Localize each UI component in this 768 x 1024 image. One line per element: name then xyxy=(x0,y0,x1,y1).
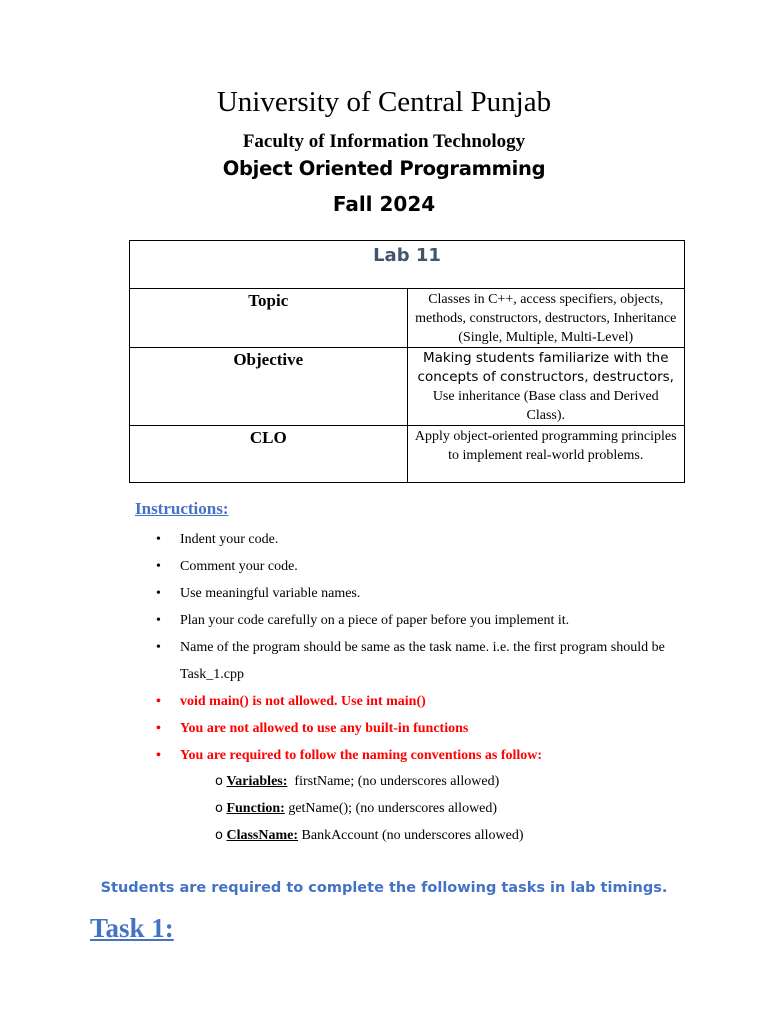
convention-text: BankAccount (no underscores allowed) xyxy=(301,828,524,843)
students-note: Students are required to complete the following tasks in lab timings. xyxy=(100,880,668,896)
list-item xyxy=(156,526,676,553)
lab-info-table xyxy=(129,240,685,483)
list-item-text: Plan your code carefully on a piece of paper before you implement it. xyxy=(180,613,570,628)
clo-row xyxy=(130,426,685,483)
convention-label: Function: xyxy=(226,801,285,816)
list-item xyxy=(156,607,676,634)
convention-label: ClassName: xyxy=(226,828,299,843)
bullet-icon: • xyxy=(156,613,161,628)
sub-bullet-icon: o xyxy=(215,774,223,789)
convention-item xyxy=(215,822,524,849)
lab-title: Lab 11 xyxy=(373,245,441,266)
list-item xyxy=(156,553,676,580)
sub-bullet-icon: o xyxy=(215,828,223,843)
university-title: University of Central Punjab xyxy=(216,86,552,118)
bullet-icon: • xyxy=(156,694,161,709)
topic-row xyxy=(130,289,685,348)
topic-value: Classes in C++, access specifiers, objects, methods, constructors, destructors, Inheritance (Single, Multiple, Multi-Level) xyxy=(407,289,685,348)
objective-lead: Making students familiarize with the concepts of constructors, destructors, xyxy=(417,350,674,385)
task-heading: Task 1: xyxy=(90,913,174,943)
bullet-icon: • xyxy=(156,559,161,574)
list-item-warning xyxy=(156,688,676,715)
bullet-icon: • xyxy=(156,748,161,763)
objective-row xyxy=(130,348,685,426)
convention-text: firstName; (no underscores allowed) xyxy=(294,774,500,789)
lab-title-row xyxy=(130,241,685,289)
bullet-icon: • xyxy=(156,721,161,736)
list-item-text: Use meaningful variable names. xyxy=(180,586,361,601)
naming-conventions-list xyxy=(215,768,524,849)
instructions-list xyxy=(156,526,676,769)
objective-value xyxy=(407,348,685,426)
bullet-icon: • xyxy=(156,640,161,655)
list-item-text: Comment your code. xyxy=(180,559,298,574)
list-item-text: Indent your code. xyxy=(180,532,279,547)
clo-value: Apply object-oriented programming principles to implement real-world problems. xyxy=(407,426,685,483)
faculty-name: Faculty of Information Technology xyxy=(242,131,526,152)
list-item-warning xyxy=(156,742,676,769)
instructions-heading: Instructions: xyxy=(135,499,229,518)
convention-label: Variables: xyxy=(226,774,288,789)
list-item-text: You are required to follow the naming conventions as follow: xyxy=(180,748,543,763)
list-item-text: You are not allowed to use any built-in functions xyxy=(180,721,469,736)
clo-label: CLO xyxy=(130,426,408,483)
convention-item xyxy=(215,768,524,795)
objective-label: Objective xyxy=(130,348,408,426)
list-item-text: void main() is not allowed. Use int main() xyxy=(180,694,426,709)
course-name: Object Oriented Programming xyxy=(222,157,546,180)
list-item-warning xyxy=(156,715,676,742)
objective-rest: Use inheritance (Base class and Derived Class). xyxy=(432,389,659,423)
convention-text: getName(); (no underscores allowed) xyxy=(288,801,498,816)
term-label: Fall 2024 xyxy=(332,192,436,216)
list-item xyxy=(156,580,676,607)
bullet-icon: • xyxy=(156,586,161,601)
topic-label: Topic xyxy=(130,289,408,348)
bullet-icon: • xyxy=(156,532,161,547)
sub-bullet-icon: o xyxy=(215,801,223,816)
convention-item xyxy=(215,795,524,822)
list-item xyxy=(156,634,676,688)
list-item-text: Name of the program should be same as the task name. i.e. the first program should be Task_1.cpp xyxy=(180,640,665,682)
